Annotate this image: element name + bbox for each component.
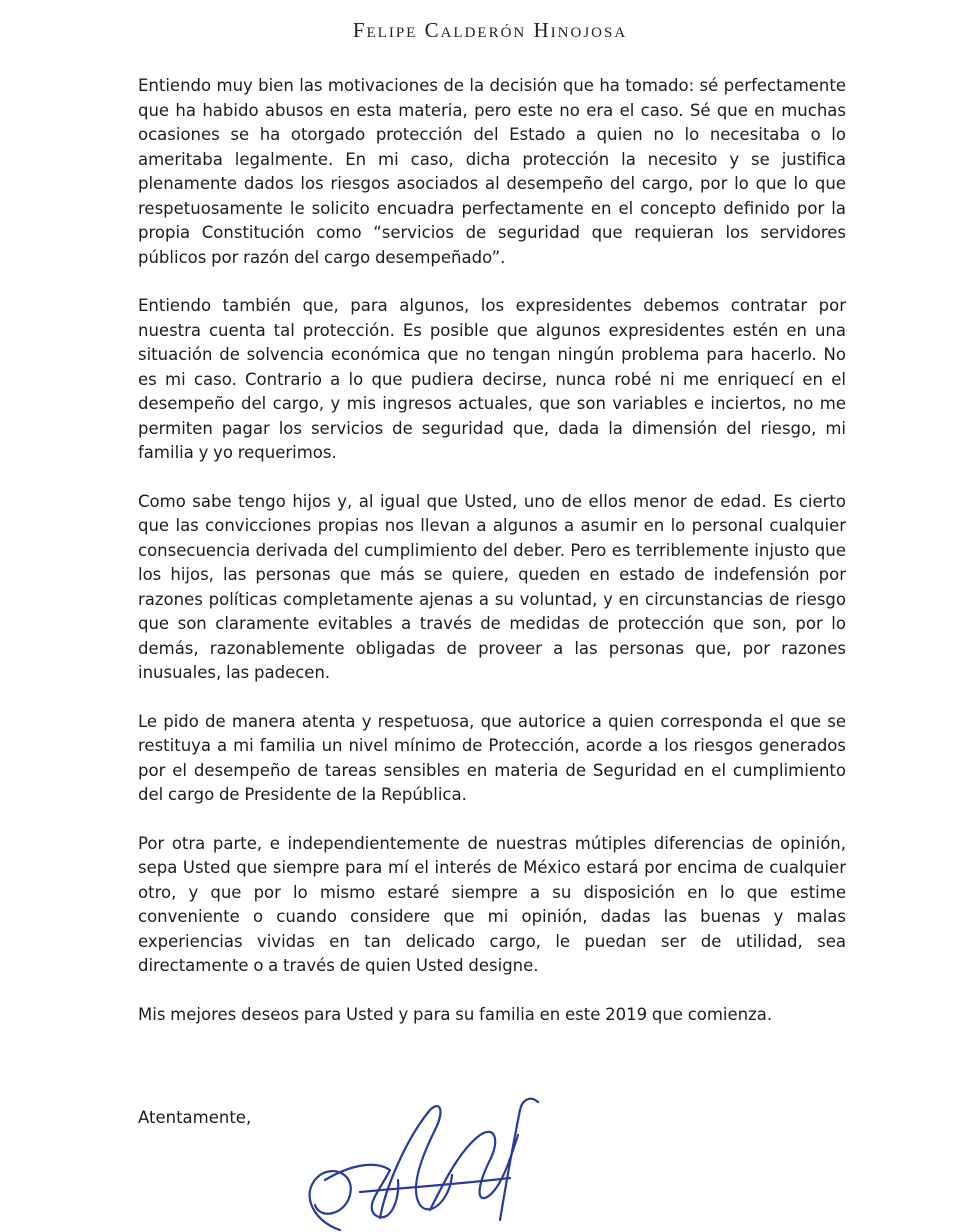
signature-stroke <box>380 1106 452 1218</box>
signature-strokes <box>310 1099 538 1230</box>
paragraph-3: Como sabe tengo hijos y, al igual que Usted, uno de ellos menor de edad. Es cierto que las convicciones propias nos llevan a algunos a asumir en lo personal cualquier consecuencia derivada del cumplimiento del deber. Pero es terriblemente injusto que los hijos, las personas que más se quiere, queden en estado de indefensión por razones políticas completamente ajenas a su voluntad, y en circunstancias de riesgo que son claramente evitables a través de medidas de protección que son, por lo demás, razonablemente obligadas de proveer a las personas que, por razones inusuales, las padecen. <box>138 491 846 682</box>
signature-stroke <box>500 1099 538 1220</box>
paragraph-4: Le pido de manera atenta y respetuosa, que autorice a quien corresponda el que se restituya a mi familia un nivel mínimo de Protección, acorde a los riesgos generados por el desempeño de tareas sensibles en materia de Seguridad en el cumplimiento del cargo de Presidente de la República. <box>138 711 846 804</box>
signature-image <box>280 1080 600 1232</box>
letterhead-name: Felipe Calderón Hinojosa <box>352 18 628 42</box>
letter-body <box>138 74 846 1051</box>
paragraph-5: Por otra parte, e independientemente de nuestras mútiples diferencias de opinión, sepa Usted que siempre para mí el interés de México estará por encima de cualquier otro, y que por lo mismo estaré siempre a su disposición en lo que estime conveniente o cuando considere que mi opinión, dadas las buenas y malas experiencias vividas en tan delicado cargo, le puedan ser de utilidad, sea directamente o a través de quien Usted designe. <box>138 833 846 975</box>
paragraph-1: Entiendo muy bien las motivaciones de la decisión que ha tomado: sé perfectamente que ha habido abusos en esta materia, pero este no era el caso. Sé que en muchas ocasiones se ha otorgado protección del Estado a quien no lo necesitaba o lo ameritaba legalmente. En mi caso, dicha protección la necesito y se justifica plenamente dados los riesgos asociados al desempeño del cargo, por lo que lo que respetuosamente le solicito encuadra perfectamente en el concepto definido por la propia Constitución como “servicios de seguridad que requieran los servidores públicos por razón del cargo desempeñado”. <box>138 76 846 267</box>
closing-salutation: Atentamente, <box>138 1108 252 1127</box>
paragraph-2: Entiendo también que, para algunos, los expresidentes debemos contratar por nuestra cuenta tal protección. Es posible que algunos expresidentes estén en una situación de solvencia económica que no tengan ningún problema para hacerlo. No es mi caso. Contrario a lo que pudiera decirse, nunca robé ni me enriquecí en el desempeño del cargo, y mis ingresos actuales, que son variables e inciertos, no me permiten pagar los servicios de seguridad que, dada la dimensión del riesgo, mi familia y yo requerimos. <box>138 296 846 462</box>
signature-stroke <box>310 1171 351 1230</box>
paragraph-6: Mis mejores deseos para Usted y para su familia en este 2019 que comienza. <box>138 1004 773 1024</box>
